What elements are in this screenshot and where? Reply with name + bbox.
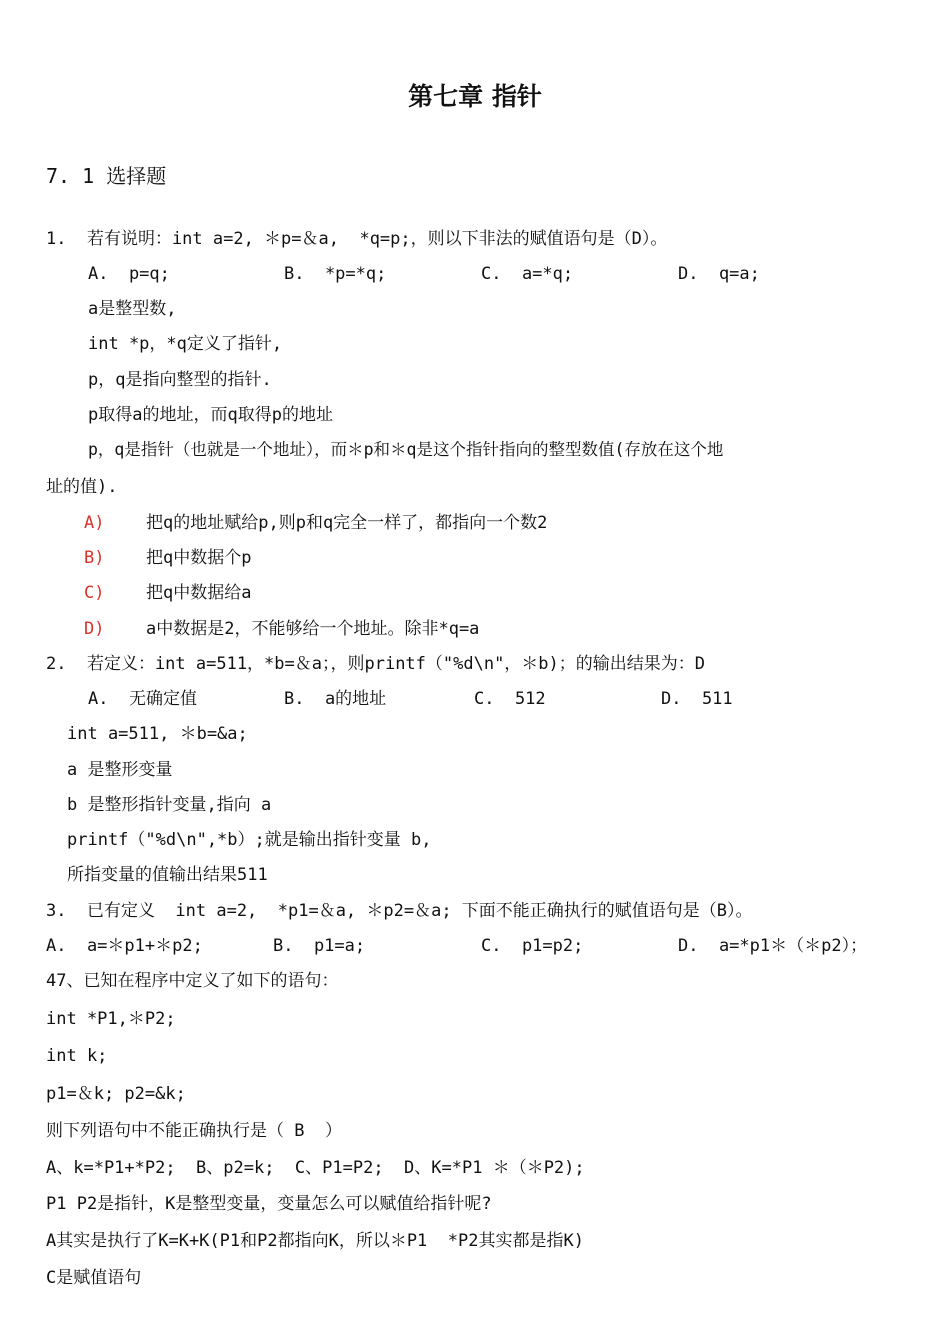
- q1-note: int *p，*q定义了指针,: [88, 334, 283, 354]
- q47-line: A其实是执行了K=K+K(P1和P2都指向K，所以＊P1 *P2其实都是指K): [46, 1231, 584, 1251]
- q47-line: C是赋值语句: [46, 1268, 142, 1288]
- q1-option-d: D. q=a;: [678, 264, 760, 284]
- q1-note: p取得a的地址，而q取得p的地址: [88, 405, 333, 425]
- q2-option-b: B. a的地址: [284, 689, 387, 709]
- q1-analysis-mark: D): [84, 619, 105, 639]
- q3-stem: 3. 已有定义 int a=2, *p1=＆a, ＊p2=＆a; 下面不能正确执行的赋值语句是（B）。: [46, 901, 753, 921]
- q1-analysis-text: 把q的地址赋给p,则p和q完全一样了，都指向一个数2: [146, 513, 548, 533]
- q1-note: p，q是指向整型的指针.: [88, 370, 272, 390]
- q1-option-c: C. a=*q;: [481, 264, 574, 284]
- q1-note: 址的值).: [46, 477, 118, 497]
- q1-analysis-mark: A): [84, 513, 105, 533]
- q47-line: 47、已知在程序中定义了如下的语句：: [46, 971, 339, 991]
- q3-option-c: C. p1=p2;: [481, 936, 584, 956]
- q47-line: int k;: [46, 1046, 108, 1066]
- q2-stem: 2. 若定义：int a=511，*b=＆a；，则printf（"%d\n"，＊b)；的输出结果为：D: [46, 654, 706, 674]
- q1-analysis-mark: C): [84, 583, 105, 603]
- q47-line: p1=＆k; p2=&k;: [46, 1084, 186, 1104]
- q3-option-d: D. a=*p1＊（＊p2）；: [678, 936, 868, 956]
- q2-option-c: C. 512: [474, 689, 546, 709]
- q47-line: 则下列语句中不能正确执行是（ B ）: [46, 1121, 342, 1141]
- q3-option-b: B. p1=a;: [273, 936, 366, 956]
- section-heading: 7. 1 选择题: [46, 164, 167, 188]
- q1-note: a是整型数,: [88, 299, 177, 319]
- q1-option-b: B. *p=*q;: [284, 264, 387, 284]
- q1-analysis-text: 把q中数据个p: [146, 548, 252, 568]
- q1-note: p，q是指针（也就是一个地址），而＊p和＊q是这个指针指向的整型数值(存放在这个地: [88, 440, 724, 459]
- q1-analysis-mark: B): [84, 548, 105, 568]
- q2-option-a: A. 无确定值: [88, 689, 197, 709]
- q1-stem: 1. 若有说明：int a=2, ＊p=＆a, *q=p;，则以下非法的赋值语句是（D）。: [46, 229, 668, 249]
- q1-analysis-text: a中数据是2，不能够给一个地址。除非*q=a: [146, 619, 480, 639]
- q1-option-a: A. p=q;: [88, 264, 170, 284]
- q2-option-d: D. 511: [661, 689, 733, 709]
- q1-analysis-text: 把q中数据给a: [146, 583, 252, 603]
- q2-note: a 是整形变量: [67, 760, 173, 780]
- q2-note: 所指变量的值输出结果511: [67, 865, 268, 885]
- q47-line: A、k=*P1+*P2; B、p2=k; C、P1=P2; D、K=*P1 ＊（＊P2);: [46, 1158, 585, 1178]
- q3-option-a: A. a=＊p1+＊p2;: [46, 936, 203, 956]
- q2-note: b 是整形指针变量,指向 a: [67, 795, 272, 815]
- q2-note: printf（"%d\n",*b）;就是输出指针变量 b,: [67, 830, 432, 850]
- q47-line: int *P1,＊P2;: [46, 1009, 176, 1029]
- page-title: 第七章 指针: [408, 82, 542, 111]
- q47-line: P1 P2是指针，K是整型变量，变量怎么可以赋值给指针呢?: [46, 1194, 492, 1214]
- q2-note: int a=511, ＊b=&a;: [67, 724, 248, 744]
